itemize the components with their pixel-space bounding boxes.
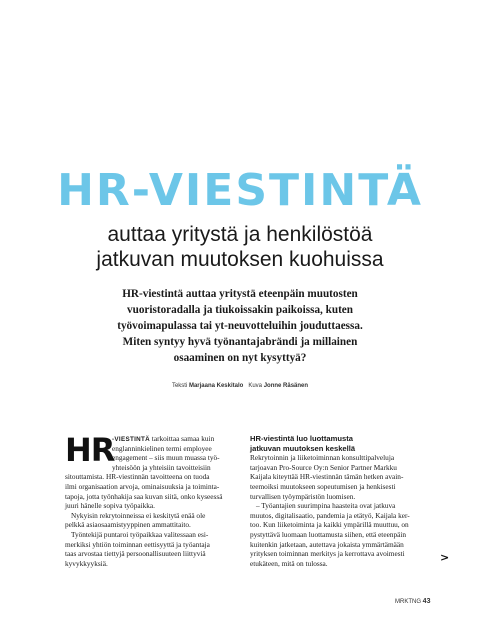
lead-paragraph bbox=[100, 286, 380, 366]
body-line: pelkkä asiaosaamistyyppinen ammattitaito. bbox=[65, 520, 191, 530]
subheadline-line: auttaa yritystä ja henkilöstöä bbox=[107, 223, 373, 246]
byline bbox=[0, 383, 480, 389]
subheadline-line: jatkuvan muutoksen kuohuissa bbox=[96, 248, 384, 271]
text-credit-label: Teksti bbox=[171, 383, 188, 389]
body-line: Työntekijä puntaroi työpaikkaa valitessaan esi- bbox=[71, 529, 209, 539]
continue-arrow-icon: > bbox=[440, 551, 450, 564]
body-line: turvallisen työympäristön luomisen. bbox=[250, 491, 356, 501]
section-subheading: jatkuvan muutoksen keskellä bbox=[250, 443, 356, 453]
body-line: engagement – siis muun muassa työ- bbox=[112, 453, 220, 463]
body-line: juuri hänelle sopiva työpaikka. bbox=[65, 501, 155, 511]
body-line: teemoiksi muutokseen sopeutumisen ja henkisesti bbox=[250, 481, 396, 491]
body-line: yrityksen toiminnan merkitys ja kerrottava avoimesti bbox=[250, 549, 405, 559]
body-line: – Työantajien suurimpina haasteita ovat jatkuva bbox=[256, 501, 396, 511]
photo-credit-author: Jonne Räsänen bbox=[263, 383, 309, 389]
body-line: -VIESTINTÄ tarkoittaa samaa kuin bbox=[112, 434, 215, 443]
body-line: englanninkielinen termi employee bbox=[112, 443, 212, 453]
body-column-left bbox=[65, 431, 251, 568]
lead-line: osaaminen on nyt kysyttyä? bbox=[173, 352, 307, 364]
body-line: kuitenkin jatketaan, autettava jokaista ymmärtämään bbox=[250, 539, 404, 549]
body-line: tapoja, jotta työnhakija saa kuvan siitä, onko kyseessä bbox=[65, 491, 223, 501]
body-line: Nykyisin rekrytoinneissa ei keskitytä enää ole bbox=[71, 510, 206, 520]
lead-line: työvoimapulassa tai yt-neuvotteluihin jouduttaessa. bbox=[117, 320, 363, 332]
subheadline bbox=[30, 222, 450, 272]
photo-credit-label: Kuva bbox=[248, 383, 263, 389]
text-credit-author: Marjaana Keskitalo bbox=[188, 383, 244, 389]
magazine-name: MRKTNG bbox=[395, 599, 421, 605]
body-line: etukäteen, mitä on tulossa. bbox=[250, 558, 328, 568]
body-line: Rekrytoinnin ja liiketoiminnan konsulttipalveluja bbox=[250, 453, 395, 463]
lead-line: HR-viestintä auttaa yritystä eteenpäin muutosten bbox=[122, 288, 358, 300]
body-line: ilmi organisaation arvoja, ominaisuuksia ja toiminta- bbox=[65, 481, 220, 491]
page-number: 43 bbox=[422, 598, 431, 605]
headline: HR-VIESTINTÄ bbox=[57, 165, 423, 216]
body-line: kyvykkyyksiä. bbox=[65, 558, 108, 568]
body-line: tarjoavan Pro-Source Oy:n Senior Partner Markku bbox=[250, 462, 397, 472]
drop-cap: HR bbox=[65, 431, 115, 469]
body-line: yhteisöön ja yhteisiin tavoitteisiin bbox=[112, 462, 211, 472]
lead-line: Miten syntyy hyvä työnantajabrändi ja millainen bbox=[122, 336, 358, 348]
body-line: Kaijala kiteyttää HR-viestinnän tämän hetken avain- bbox=[250, 472, 404, 482]
body-line: pystyttävä luomaan luottamusta siihen, että eteenpäin bbox=[250, 529, 407, 539]
body-line: sitouttamista. HR-viestinnän tavoitteena on tuoda bbox=[65, 472, 210, 482]
body-line: too. Kun liiketoiminta ja kaikki ympärillä muuttuu, on bbox=[250, 520, 409, 530]
body-line: taas arvostaa tiettyjä persoonallisuuteen liittyviä bbox=[65, 549, 206, 559]
page-footer bbox=[395, 598, 430, 605]
lead-line: vuoristoradalla ja tiukoissakin paikoissa, kuten bbox=[127, 304, 353, 316]
body-line: muutos, digitalisaatio, pandemia ja etätyö, Kaijala ker- bbox=[250, 510, 410, 520]
body-column-right bbox=[250, 434, 436, 568]
body-line: merkiksi yhtiön toiminnan eettisyyttä ja työantaja bbox=[65, 539, 210, 549]
section-subheading: HR-viestintä luo luottamusta bbox=[250, 434, 353, 443]
